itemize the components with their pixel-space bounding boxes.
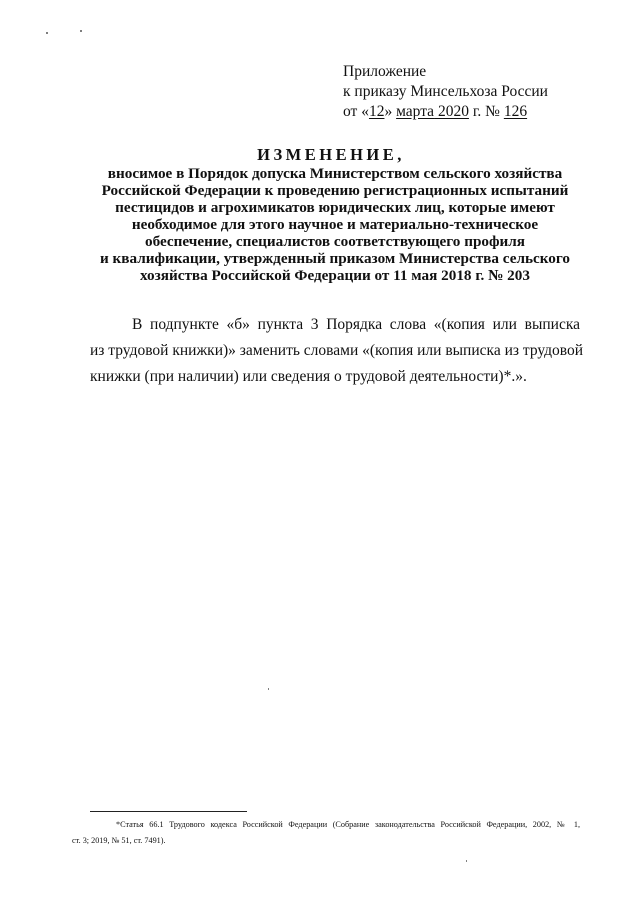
scan-speck — [466, 860, 467, 862]
paragraph-line: В подпункте «б» пункта 3 Порядка слова «(копия или выписка — [132, 316, 580, 333]
order-month: марта — [396, 103, 435, 120]
scan-speck — [268, 688, 269, 690]
appendix-date-line — [343, 102, 548, 122]
order-day: 12 — [368, 103, 385, 120]
scan-speck — [46, 32, 48, 34]
subtitle-line: и квалификации, утвержденный приказом Министерства сельского — [99, 250, 570, 267]
subtitle-line: необходимое для этого научное и материально-техническое — [131, 216, 539, 233]
paragraph-line: книжки (при наличии) или сведения о трудовой деятельности)*.». — [90, 368, 527, 385]
subtitle-line: хозяйства Российской Федерации от 11 мая 2018 г. № 203 — [140, 267, 530, 284]
footnote-line: ст. 3; 2019, № 51, ст. 7491). — [72, 836, 166, 845]
amendment-paragraph — [90, 312, 584, 390]
year-suffix: г. № — [468, 103, 504, 120]
order-number: 126 — [503, 103, 528, 120]
appendix-header — [343, 62, 548, 122]
footnote-divider — [90, 811, 247, 812]
footnote-line: *Статья 66.1 Трудового кодекса Российской Федерации (Собрание законодательства Российской Федерации, 2002, № 1, — [116, 820, 580, 829]
subtitle-line: обеспечение, специалистов соответствующего профиля — [145, 233, 525, 250]
paragraph-line: из трудовой книжки)» заменить словами «(копия или выписка из трудовой — [90, 342, 584, 359]
scan-speck — [80, 30, 82, 32]
order-year: 2020 — [434, 103, 469, 120]
date-mid: » — [384, 103, 397, 120]
document-title: ИЗМЕНЕНИЕ, — [257, 145, 405, 164]
appendix-order-ref: к приказу Минсельхоза России — [343, 83, 548, 100]
appendix-label: Приложение — [343, 63, 427, 80]
subtitle-line: вносимое в Порядок допуска Министерством сельского хозяйства — [107, 165, 563, 182]
date-prefix: от « — [343, 103, 369, 120]
subtitle-line: пестицидов и агрохимикатов юридических лиц, которые имеют — [115, 199, 555, 216]
document-subtitle — [90, 165, 580, 284]
subtitle-line: Российской Федерации к проведению регистрационных испытаний — [101, 182, 569, 199]
footnote — [72, 817, 580, 849]
